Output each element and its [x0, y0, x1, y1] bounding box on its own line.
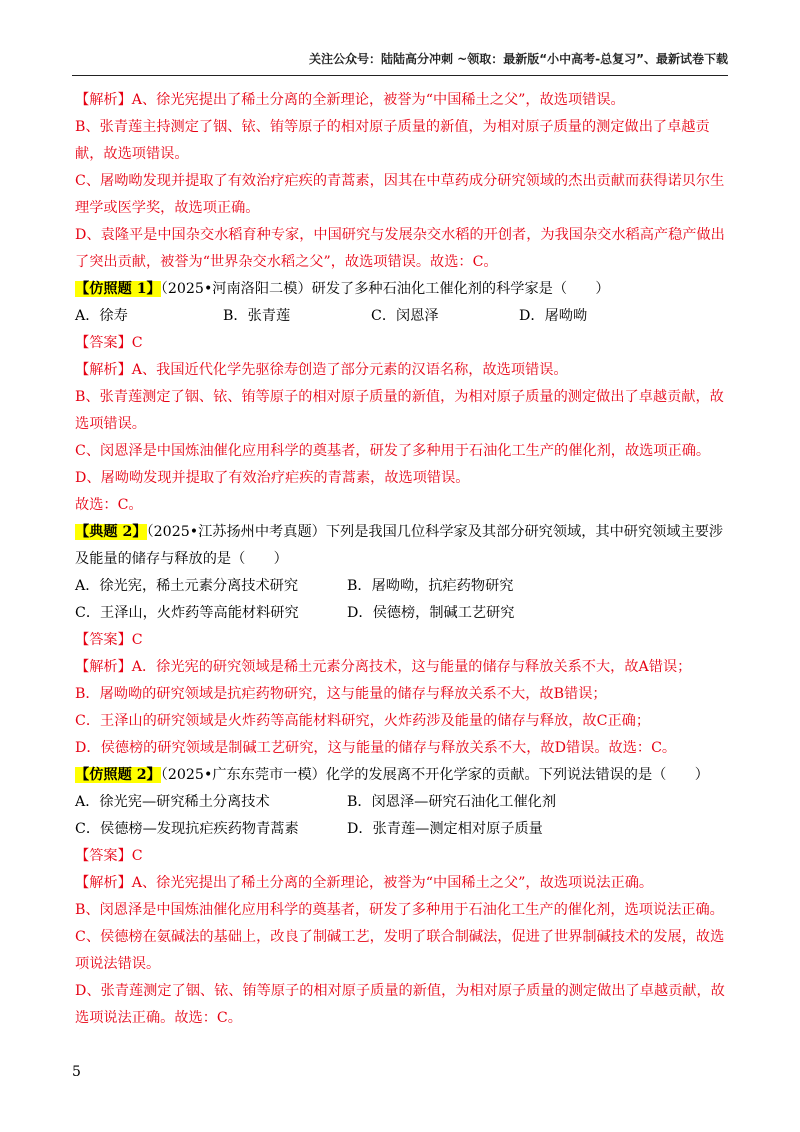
question-text: （2025•江苏扬州中考真题）下列是我国几位科学家及其部分研究领域，其中研究领域主要涉及能量的储存与释放的是（ ） — [75, 524, 724, 567]
explanation-line: 故选：C。 — [75, 497, 143, 513]
explanation-line: B、张青莲测定了铟、铱、铕等原子的相对原子质量的新值，为相对原子质量的测定做出了卓越贡献，故选项错误。 — [75, 389, 724, 432]
option-row — [75, 816, 731, 843]
explanation-line: C．王泽山的研究领域是火炸药等高能材料研究，火炸药涉及能量的储存与释放，故C正确； — [75, 713, 651, 729]
option-item: A．徐寿 — [75, 308, 128, 324]
explanation-line: C、侯德榜在氨碱法的基础上，改良了制碱工艺，发明了联合制碱法，促进了世界制碱技术的发展，故选项说法错误。 — [75, 929, 725, 972]
explanation-line: D、袁隆平是中国杂交水稻育种专家，中国研究与发展杂交水稻的开创者，为我国杂交水稻高产稳产做出了突出贡献，被誉为“世界杂交水稻之父”，故选项错误。故选：C。 — [75, 227, 725, 270]
explanation-line: C、屠呦呦发现并提取了有效治疗疟疾的青蒿素，因其在中草药成分研究领域的杰出贡献而获得诺贝尔生理学或医学奖，故选项正确。 — [75, 173, 725, 216]
question-tag: 【典题 2】 — [75, 524, 147, 540]
document-body — [75, 87, 731, 1032]
explanation-line: D．侯德榜的研究领域是制碱工艺研究，这与能量的储存与释放关系不大，故D错误。故选：C。 — [75, 740, 677, 756]
option-row — [75, 600, 731, 627]
question-stem — [75, 519, 731, 573]
explanation-line: D、屠呦呦发现并提取了有效治疗疟疾的青蒿素，故选项错误。 — [75, 470, 470, 486]
option-item: A．徐光宪，稀土元素分离技术研究 — [75, 578, 299, 594]
question-text: （2025•广东东莞市一模）化学的发展离不开化学家的贡献。下列说法错误的是（ ） — [160, 767, 709, 783]
explanation-line: B、张青莲主持测定了铟、铱、铕等原子的相对原子质量的新值，为相对原子质量的测定做出了卓越贡献，故选项错误。 — [75, 119, 710, 162]
option-item: D．侯德榜，制碱工艺研究 — [347, 605, 515, 621]
header-divider — [72, 75, 728, 76]
option-item: C．王泽山，火炸药等高能材料研究 — [75, 605, 299, 621]
option-item: D．张青莲—测定相对原子质量 — [347, 821, 543, 837]
explanation-line: 【解析】A、徐光宪提出了稀土分离的全新理论，被誉为“中国稀土之父”，故选项说法正确。 — [75, 875, 654, 891]
option-item: A．徐光宪—研究稀土分离技术 — [75, 794, 270, 810]
question-tag: 【仿照题 2】 — [75, 767, 161, 783]
question-stem — [75, 762, 731, 789]
option-row — [75, 303, 731, 330]
explanation-line: 【答案】C — [75, 632, 143, 648]
page-number: 5 — [72, 1064, 81, 1080]
option-item: D．屠呦呦 — [519, 308, 588, 324]
explanation-line: C、闵恩泽是中国炼油催化应用科学的奠基者，研发了多种用于石油化工生产的催化剂，故选项正确。 — [75, 443, 711, 459]
option-item: B．屠呦呦，抗疟药物研究 — [347, 578, 514, 594]
option-item: C．侯德榜—发现抗疟疾药物青蒿素 — [75, 821, 299, 837]
explanation-line: B、闵恩泽是中国炼油催化应用科学的奠基者，研发了多种用于石油化工生产的催化剂，选项说法正确。 — [75, 902, 724, 918]
question-text: （2025•河南洛阳二模）研发了多种石油化工催化剂的科学家是（ ） — [160, 281, 610, 297]
question-stem — [75, 276, 731, 303]
explanation-line: 【答案】C — [75, 335, 143, 351]
question-tag: 【仿照题 1】 — [75, 281, 161, 297]
option-row — [75, 789, 731, 816]
explanation-line: 【解析】A、我国近代化学先驱徐寿创造了部分元素的汉语名称，故选项错误。 — [75, 362, 568, 378]
option-item: B．张青莲 — [223, 308, 291, 324]
explanation-line: 【答案】C — [75, 848, 143, 864]
option-row — [75, 573, 731, 600]
option-item: C．闵恩泽 — [371, 308, 439, 324]
explanation-line: D、张青莲测定了铟、铱、铕等原子的相对原子质量的新值，为相对原子质量的测定做出了卓越贡献，故选项说法正确。故选：C。 — [75, 983, 725, 1026]
header-text: 关注公众号：陆陆高分冲刺 ~领取：最新版“小中高考-总复习”、最新试卷下载 — [309, 52, 728, 66]
explanation-line: 【解析】A、徐光宪提出了稀土分离的全新理论，被誉为“中国稀土之父”，故选项错误。 — [75, 92, 625, 108]
explanation-line: B．屠呦呦的研究领域是抗疟药物研究，这与能量的储存与释放关系不大，故B错误； — [75, 686, 607, 702]
option-item: B．闵恩泽—研究石油化工催化剂 — [347, 794, 557, 810]
explanation-line: 【解析】A．徐光宪的研究领域是稀土元素分离技术，这与能量的储存与释放关系不大，故A错误； — [75, 659, 692, 675]
